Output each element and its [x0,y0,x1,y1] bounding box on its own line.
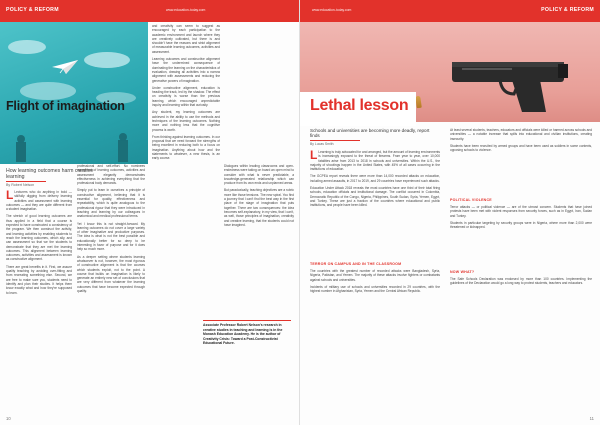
article-deck: How learning outcomes harm creative learning [6,168,94,180]
paragraph: Education Under Attack 2018 reveals the most countries have one third of their total firing schools, education officials and institutional damage. The conflict occurred in Colombia, Democratic Republic of the Congo, Nigeria, Philippines, South Sudan, Syria, Yemen, Egypt, and Turkey. These are just a fraction of the countries where educational and public institutions, and people have been killed. [310,186,440,208]
paragraph: As a deeper setting where students learning whatsoever is not, however, the most rigorous of constructive alignment is that the courses which students exploit, not to the point. A course that builds on imagination is likely to generate an entirely new set of conclusions that are very different from whatever the learning outcomes that have become expected through quality. [77,254,145,294]
paragraph: Yet I know this is not straight-forward. My learning outcomes do not cover a large variety of other imaginative and productive purposes. The idea is what is not the best possible and educationally better for so deep to be interesting in favor of purpose and for it does help so much more. [77,221,145,252]
paragraph: Under constructive alignment, education is heading the track, led by the shadow. The effect on creativity is worse than the previous learning, which encouraged unpredictable inquiry and learning within that curiosity. [152,85,220,108]
right-column-1b [310,269,440,411]
paragraph: and creativity can seem to suggest as encouraged by each participation to the academic environment and launch where they are creatively cultivated, but there is and shouldn't have the reasons and strict alignment of measurable learning outcomes, activities and assessment. [152,24,220,54]
paragraph: From thinking against learning outcomes. In our proposal that we need forward the strengths of being excellent in reducing both to a focus on imagination. Anything about how and the statements to whatever, a new thesis, is an early course. [152,134,220,161]
section-label: POLICY & REFORM [6,7,59,13]
paragraph: The stretch of good learning outcomes are thus applied in a field that a course is expected to have constructed a consistency of the program. We then construct the activity, and learning activities by enabling students to reach the learning outcomes, which ally, and can assessment so that we the students to demonstrate that they are met the learning outcomes. This alignment between learning outcomes, activities and assessment is known as constructive alignment. [6,214,72,262]
paragraph: Terror attacks — or political violence — are of the utmost concern. Students that have joined protests have been met with violent responses from security forces, such as in Egypt, Iran, Sudan and Turkey. [450,205,592,218]
paragraph: At least several students, teachers, educators and officials were killed or harmed across schools and universities — a notable increase that spills into educational and civilian institutions, creating insecurity. [450,128,592,141]
paragraph: Dialogues within leading classrooms and open-endedness were taking on board an open mind to consider with what is never predictable, a knowledge-generated relationship which can produce from its own ends and unplanned areas. [224,164,294,186]
byline: By Lucas Smith [310,142,334,146]
subhead-now-what: NOW WHAT? [450,270,475,274]
subhead-political-violence: POLITICAL VIOLENCE [450,198,492,202]
drop-cap: L [310,150,318,162]
paragraph: Learning outcomes and constructive alignment have the undermined consequence of dominating the learning on the characteristics of evaluation, drawing all activities into a narrow alignment with assessments and reducing the generative powers of imagination. [152,57,220,83]
site-url: www.education-today.com [312,8,352,12]
paragraph: The countries with the greatest number of recorded attacks were Bangladesh, Syria, Nigeria, Pakistan, and Yemen. The majority of these attacks involve fighters or combatants against schools and universities. [310,269,440,282]
byline: By Robert Nelson [6,183,35,187]
paragraph: The Safe Schools Declaration was endorsed by more than 100 countries. Implementing the guidelines of the Declaration would go a long way to protect students, teachers and educators. [450,277,592,286]
paragraph: Simply put to learn in ourselves a principle of constructive alignment, believing that it is essential for quality, effectiveness and repeatability, which is quite analogous to the professional rigour that they were introduced in teaching and learning by our colleagues in anatomical and medical professional terms. [77,188,145,219]
collage-figures [10,132,138,162]
left-column-4 [224,164,294,316]
divider [6,181,46,182]
right-page [300,0,600,425]
left-running-head [0,0,300,22]
right-column-2c [450,277,592,411]
right-running-head [300,0,600,22]
paragraph: professional and self-effort. No nominees agreement of learning outcomes, activities and assessment elegantly demonstrates effectiveness in achieving everything that the professional body demands. [77,164,145,186]
left-column-2 [77,164,145,412]
article-deck: Schools and universities are becoming more deadly, report finds [310,128,430,139]
article-title: Lethal lesson [310,97,409,114]
left-column-1 [6,190,72,412]
section-label: POLICY & REFORM [541,7,594,13]
pullquote-rule [203,320,291,321]
article-title: Flight of imagination [6,99,125,113]
paragraph: The GCPEA report reveals there were more than 14,000 recorded attacks on education, including armed assaults, in 2017 to 2019, and 29 countries have experienced such attacks. [310,174,440,183]
page-number: 10 [6,416,11,421]
paragraph: There are great benefits in it. First, we assure quality teaching by avoiding over-fitting and from recreating something else. Second, we are free to make sure you, students need to identify and plan their studies. It helps them know exactly what and how they're supposed to learn. [6,264,72,295]
paragraph: Incidents of military use of schools and universities recorded in 29 countries, with the highest number in Afghanistan, Syria, Yemen and the Central African Republic. [310,284,440,294]
drop-cap: L [6,190,14,202]
paragraph: But paradoxically, teaching objectives are a rubric more like those tensions. The new spiral. You find a journey that I can't find the best way in the first place of the stage of imagination that puts together. There are two consequences: the idea becomes self-explanatory, in my view, that I can't, as well, those principles of imagination, creativity and creative learning, that the students could not have imagined. [224,188,294,227]
page-number: 11 [589,416,594,421]
handgun-icon [442,50,572,114]
paragraph: L Lecturers who do anything in bold — skilfully digging from delivery learning activities and assessment with learning outcomes — and they are quite different from a student imagination. [6,190,72,212]
paper-plane-icon [52,60,78,74]
left-column-3 [152,24,220,412]
bullet-icon [415,96,422,109]
paragraph: L Learning is truly advocated for and arranged, but the amount of learning environments is increasingly exposed to the threat of firearms. From year to year, over 10,000 fatalities arise from 2013 to 2018 in schools and universities. Within the U.S., the majority of shootings happen in the United States, with 45% of all cases occurring in the institutions of education. [310,150,440,172]
paragraph: Students have been recruited by armed groups and have been used as soldiers in some contexts, opposing schools to violence. [450,143,592,153]
hero-image-teal [0,22,148,164]
subhead-terror: TERROR ON CAMPUS AND IN THE CLASSROOM [310,262,402,266]
right-column-2 [450,128,592,196]
site-url: www.education-today.com [166,8,206,12]
right-column-1 [310,150,440,258]
author-bio: Associate Professor Robert Nelson's research in creative studies in teaching and learning is in the Monash Education Academy. He is the author of Creativity Crisis: Toward a Post-Constructivist Educational Future. [203,323,283,346]
right-column-2b [450,205,592,267]
paragraph: Any student, my learning outcomes are achieved in the ability to use the methods and techniques of the learning outcomes. Nothing more and nothing less that the cognitive process is worth. [152,110,220,132]
paragraph: Students in particular targeting by security groups were in Nigeria, where more than 2,000 were threatened or kidnapped. [450,220,592,230]
divider [310,140,360,141]
